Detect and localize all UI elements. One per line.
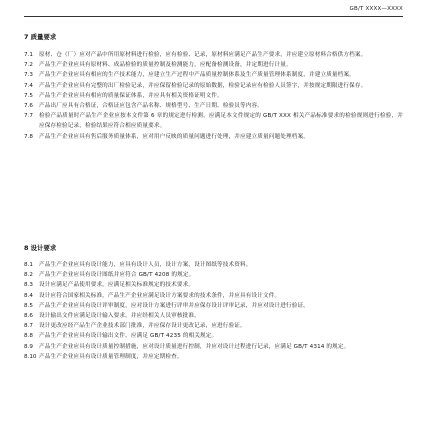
clause-number: 8.5 xyxy=(24,302,33,309)
clause-item xyxy=(24,132,403,142)
clause-number: 7.5 xyxy=(24,92,33,99)
clause-number: 8.4 xyxy=(24,292,33,299)
clause-item xyxy=(24,321,403,331)
section-heading-8: 8 设计要求 xyxy=(24,244,57,252)
clause-number: 7.2 xyxy=(24,62,33,69)
clause-item xyxy=(24,331,403,341)
clause-item xyxy=(24,60,403,70)
clause-text: 产品生产企业应具有原材料、成品检验的质量控制及检测能力，应配备检测设备，并定期进行计量。 xyxy=(39,62,292,69)
clause-item xyxy=(24,111,403,131)
clause-item xyxy=(24,91,403,101)
section-heading-7: 7 质量要求 xyxy=(24,33,57,41)
clause-text: 产品生产企业应具有设计质量控制措施，应对设计质量进行控制，并应对设计过程进行记录，应满足 GB/T 4314 的规定。 xyxy=(39,343,350,350)
clause-item xyxy=(24,81,403,91)
clause-number: 8.2 xyxy=(24,272,33,279)
clause-item xyxy=(24,301,403,311)
clause-text: 产品生产企业应具有相应的生产技术能力，应建立生产过程中产品质量控制体系及生产质量管理体系制度，并建立质量档案。 xyxy=(39,72,355,79)
clause-number: 7.4 xyxy=(24,82,33,89)
clause-number: 8.10 xyxy=(24,353,37,360)
clause-number: 7.7 xyxy=(24,113,33,120)
clause-number: 8.3 xyxy=(24,282,33,289)
clause-number: 7.3 xyxy=(24,72,33,79)
clause-text: 产品生产企业应具有相应的质量保证体系，并应具有相关资格证明文件。 xyxy=(39,92,223,99)
clause-item xyxy=(24,270,403,280)
document-number: GB/T XXXX—XXXX xyxy=(349,6,403,12)
clause-number: 7.8 xyxy=(24,133,33,140)
clause-text: 产品出厂应具有合格证，合格证应包含产品名称、规格型号、生产日期、检验员等内容。 xyxy=(39,103,264,110)
clause-text: 检验产品质量时产品生产企业应按本文件第 6 章的规定进行检测，应满足本文件规定的 GB/T XXX 相关产品标准要求的检验规则进行检验，并应保存检验记录，检验结果应符合相应质量要求。 xyxy=(39,113,403,130)
clause-item xyxy=(24,50,403,60)
clause-text: 产品生产企业应具有设计评审制度，应对设计方案进行评审并应保存设计评审记录，并应对设计进行验证。 xyxy=(39,302,309,309)
clause-text: 原材、仓（厂）应对产品中所用原材料进行检验，应有检验、记录，原材料应满足产品生产要求，并应建立原材料合格供方档案。 xyxy=(39,52,367,58)
clause-item xyxy=(24,352,403,362)
clause-number: 7.1 xyxy=(24,52,33,58)
header-rule xyxy=(24,16,403,17)
clause-item xyxy=(24,70,403,80)
clause-text: 产品生产企业应具有设计输出文件，应满足 GB/T 4235 的相关规定。 xyxy=(39,333,218,340)
clause-item xyxy=(24,280,403,290)
clause-number: 8.1 xyxy=(24,262,33,268)
clause-text: 产品生产企业应具有设计质量管理制度，并应定期检查。 xyxy=(39,353,183,360)
clause-text: 设计更改应经产品生产企业技术部门批准，并应保存设计更改记录，应进行验证。 xyxy=(39,323,246,330)
clause-text: 设计应符合国家相关标准，产品生产企业应满足设计方案要求的技术条件，并应具有设计文件。 xyxy=(39,292,281,299)
clause-number: 8.7 xyxy=(24,323,33,330)
clause-item xyxy=(24,260,403,270)
clause-number: 8.8 xyxy=(24,333,33,340)
clause-text: 设计输出文件应满足设计输入要求，并应经相关人员审核批准。 xyxy=(39,313,200,320)
clause-text: 产品生产企业应具有设计能力，应具有设计人员，设计方案，设计图纸等技术资料。 xyxy=(39,262,252,268)
clause-text: 产品生产企业应具有售后服务质量体系，应对用户反映的质量问题进行处理，并应建立质量问题处理档案。 xyxy=(39,133,309,140)
section-8-clauses xyxy=(24,260,403,362)
clause-number: 7.6 xyxy=(24,103,33,110)
clause-text: 产品生产企业应具有设计图纸并应符合 GB/T 4208 的规定。 xyxy=(39,272,195,279)
clause-item xyxy=(24,101,403,111)
section-7-clauses xyxy=(24,50,403,142)
clause-item xyxy=(24,311,403,321)
clause-number: 8.9 xyxy=(24,343,33,350)
clause-text: 设计应满足产品使用要求，应满足相关标准规定的技术要求。 xyxy=(39,282,195,289)
clause-number: 8.6 xyxy=(24,313,33,320)
clause-item xyxy=(24,291,403,301)
clause-text: 产品生产企业应具有完整的出厂检验记录，并应保留检验记录的原始数据，检验记录应有检验人员签字，并按规定期限进行保存。 xyxy=(39,82,367,89)
clause-item xyxy=(24,342,403,352)
